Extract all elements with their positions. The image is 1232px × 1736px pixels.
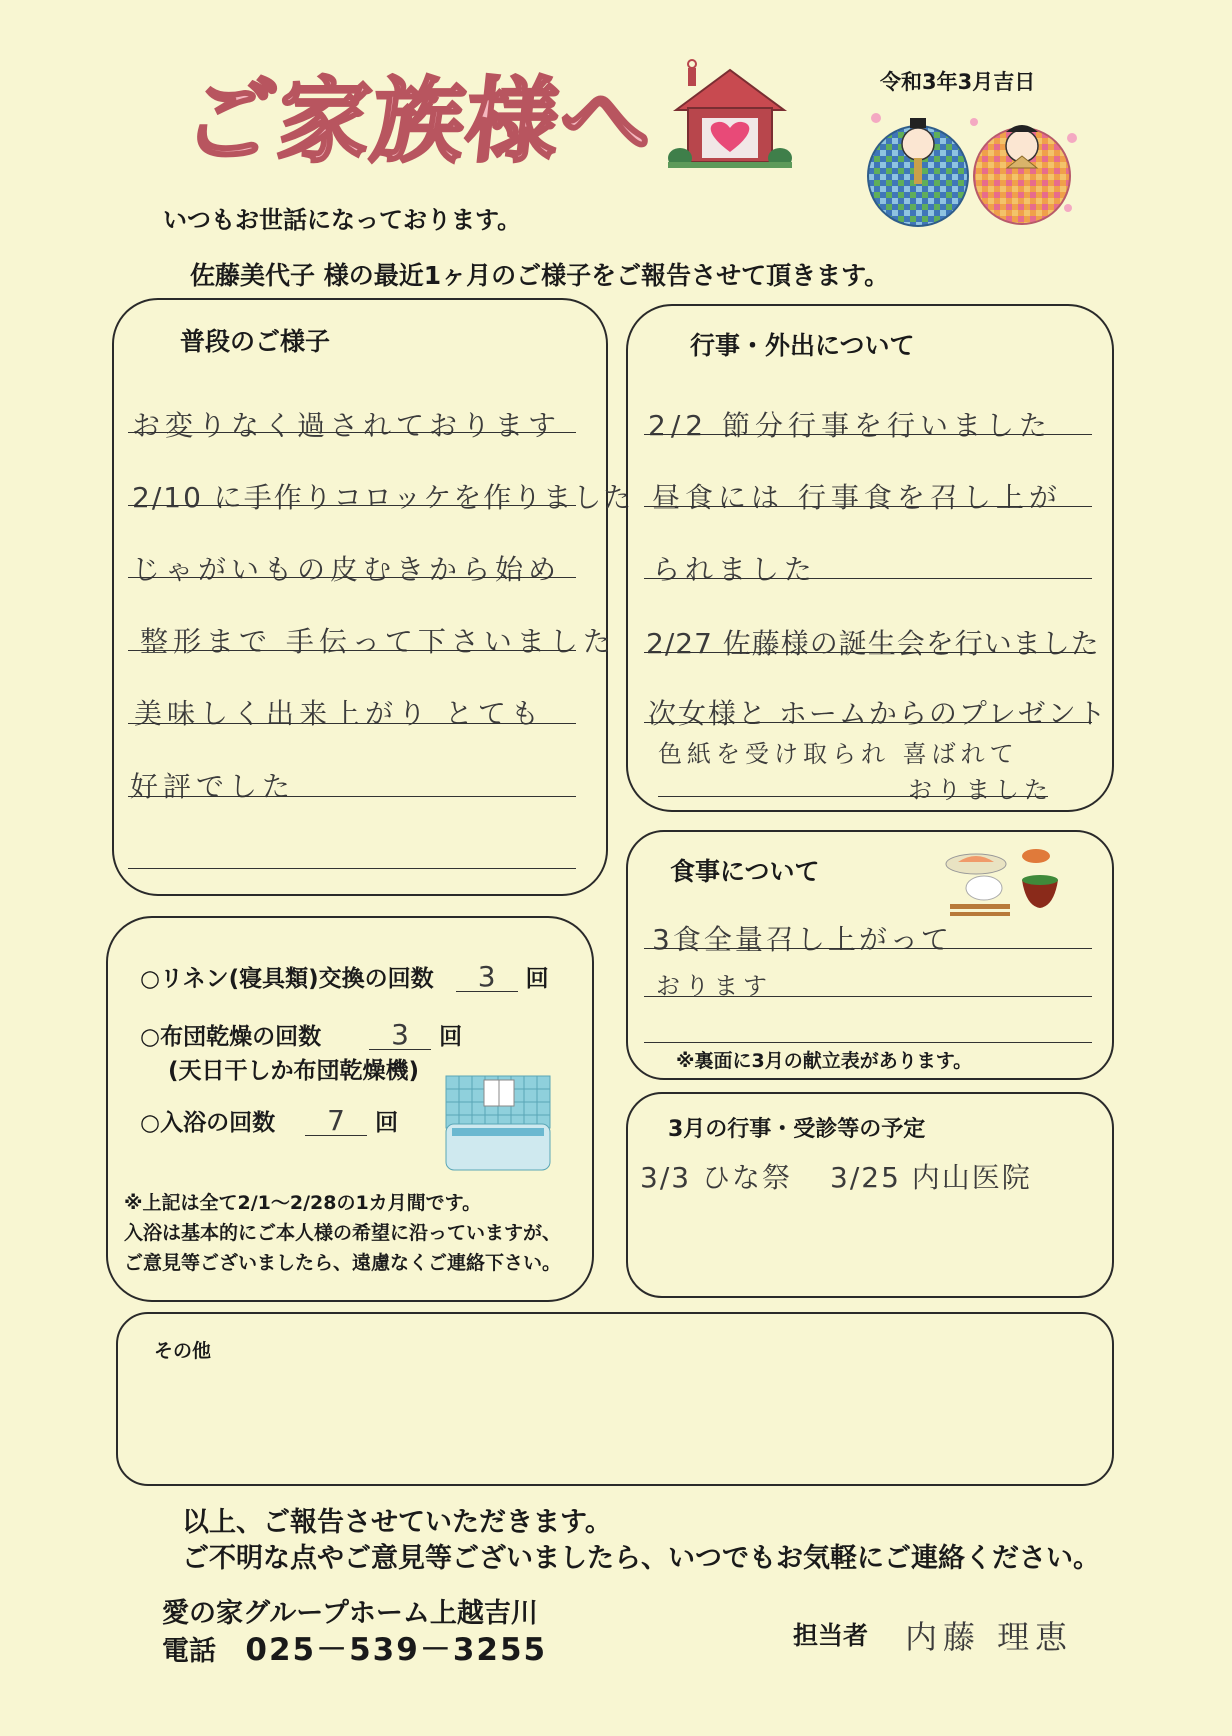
usual-line-4: 整形まで 手伝って下さいました — [140, 625, 616, 658]
linen-count-unit: 回 — [525, 966, 549, 992]
rule-line — [644, 996, 1092, 997]
rule-line — [644, 722, 1092, 723]
schedule-heading: 3月の行事・受診等の予定 — [668, 1117, 926, 1142]
futon-count-value: 3 — [369, 1021, 431, 1050]
rule-line — [658, 796, 1048, 797]
rule-line — [644, 578, 1092, 579]
events-line-1: 2/2 節分行事を行いました — [648, 409, 1052, 442]
bath-count-value: 7 — [305, 1107, 367, 1136]
bath-count-unit: 回 — [375, 1110, 399, 1136]
closing-line-2: ご不明な点やご意見等ございましたら、いつでもお気軽にご連絡ください。 — [182, 1543, 1100, 1574]
meal-heading: 食事について — [670, 857, 820, 886]
schedule-item-1: 3/3 ひな祭 — [640, 1161, 792, 1194]
usual-line-3: じゃがいもの皮むきから始め — [132, 553, 562, 586]
staff-label: 担当者 — [793, 1621, 869, 1650]
usual-line-1: お変りなく過されております — [132, 409, 562, 442]
futon-count-unit: 回 — [439, 1024, 463, 1050]
counts-note-1: ※上記は全て2/1～2/28の1カ月間です。 — [124, 1192, 482, 1214]
rule-line — [644, 506, 1092, 507]
usual-condition-section — [112, 298, 608, 896]
usual-line-6: 好評でした — [130, 770, 296, 803]
counts-note — [124, 1188, 561, 1278]
document-date: 令和3年3月吉日 — [880, 70, 1036, 94]
usual-condition-heading: 普段のご様子 — [180, 327, 331, 356]
page-title: ご家族様へ — [178, 68, 660, 175]
futon-count-sub: (天日干しか布団乾燥機) — [168, 1058, 420, 1084]
counts-note-2: 入浴は基本的にご本人様の希望に沿っていますが、 — [124, 1222, 562, 1244]
linen-count-row — [140, 960, 549, 993]
rule-line — [128, 577, 576, 578]
usual-line-5: 美味しく出来上がり とても — [134, 697, 544, 730]
rule-line — [128, 868, 576, 869]
bath-count-row — [140, 1104, 398, 1137]
linen-count-value: 3 — [456, 963, 518, 992]
events-line-4: 2/27 佐藤様の誕生会を行いました — [646, 627, 1100, 660]
meal-line-2: おります — [656, 972, 772, 1000]
events-line-3: られました — [652, 553, 818, 586]
phone-number: 025－539－3255 — [245, 1632, 548, 1668]
rule-line — [644, 652, 1092, 653]
phone-row — [162, 1624, 547, 1669]
rule-line — [128, 723, 576, 724]
meal-note: ※裏面に3月の献立表があります。 — [676, 1050, 973, 1072]
house-heart-icon — [668, 58, 792, 170]
closing-line-1: 以上、ご報告させていただきます。 — [182, 1507, 612, 1538]
phone-label: 電話 — [162, 1636, 216, 1667]
schedule-item-2: 3/25 内山医院 — [830, 1161, 1032, 1194]
events-line-6: 色紙を受け取られ 喜ばれて — [658, 740, 1019, 768]
bath-count-label: ○入浴の回数 — [140, 1110, 276, 1136]
events-line-5: 次女様と ホームからのプレゼント — [648, 697, 1108, 730]
events-line-2: 昼食には 行事食を召し上が — [652, 481, 1062, 514]
rule-line — [644, 1042, 1092, 1043]
other-section — [116, 1312, 1114, 1486]
rule-line — [644, 948, 1092, 949]
greeting-line-1: いつもお世話になっております。 — [163, 206, 522, 234]
rule-line — [644, 434, 1092, 435]
organization-name: 愛の家グループホーム上越吉川 — [162, 1598, 538, 1629]
rule-line — [128, 505, 576, 506]
meal-tray-icon — [936, 846, 1066, 926]
events-line-7: おりました — [908, 776, 1053, 804]
greeting-line-2: 佐藤美代子 様の最近1ヶ月のご様子をご報告させて頂きます。 — [190, 261, 890, 290]
meal-line-1: 3食全量召し上がって — [652, 923, 952, 956]
hina-dolls-icon — [862, 108, 1082, 228]
other-heading: その他 — [154, 1340, 212, 1362]
futon-count-row — [140, 1018, 462, 1051]
rule-line — [128, 650, 576, 651]
rule-line — [128, 796, 576, 797]
rule-line — [128, 432, 576, 433]
events-heading: 行事・外出について — [690, 331, 915, 360]
counts-note-3: ご意見等ございましたら、遠慮なくご連絡下さい。 — [124, 1252, 562, 1274]
staff-name: 内藤 理恵 — [905, 1618, 1074, 1656]
futon-count-label: ○布団乾燥の回数 — [140, 1024, 322, 1050]
bathtub-icon — [444, 1074, 554, 1174]
linen-count-label: ○リネン(寝具類)交換の回数 — [140, 966, 434, 992]
usual-line-2: 2/10 に手作りコロッケを作りました — [132, 481, 634, 514]
